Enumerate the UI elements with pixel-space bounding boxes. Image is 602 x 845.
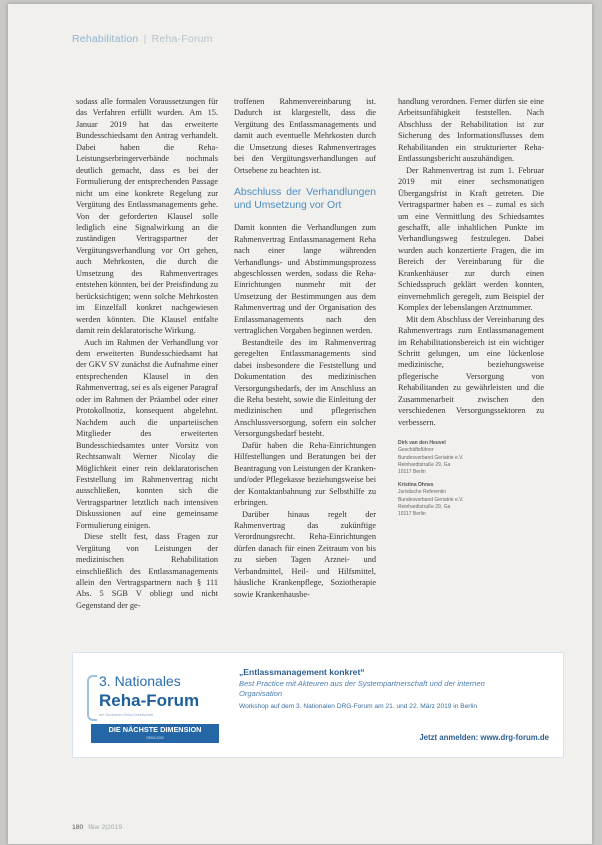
author-line: Reinhardtstraße 29, Ga bbox=[398, 461, 451, 468]
paragraph: handlung verordnen. Ferner dürfen sie eine Arbeitsunfähigkeit feststellen. Nach Abschluss der Rehabilitation ist zur Sicherung des Informationsflusses dem Rehabilitanden ein strukturierter Reha-Entlassungsbericht auszuhändigen. bbox=[398, 97, 544, 164]
section-heading: Abschluss der Verhandlungen und Umsetzung vor Ort bbox=[234, 187, 376, 212]
author-signature bbox=[398, 440, 544, 476]
banner-workshop: Workshop auf dem 3. Nationalen DRG-Forum am 21. und 22. März 2019 in Berlin bbox=[239, 703, 478, 710]
paragraph: Der Rahmenvertrag ist zum 1. Februar 2019 mit einer sechsmonatigen Übergangsfrist in Kraft getreten. Die Vertragspartner haben es – zumal es sich um eine Vermittlung des Schiedsamtes geschafft, alle inhaltlichen Punkte im Verhandlungsweg festzulegen. Dabei wurden auch konzertierte Fragen, die im Bereich der Vereinbarung für die Krankenhäuser zur durch einen Schiedsspruch geklärt werden konnten, einvernehmlich geregelt, zum Beispiel der Komplex der lebenslangen Arztnummer. bbox=[398, 165, 544, 313]
author-line: Juristische Referentin bbox=[398, 489, 447, 496]
paragraph: Mit dem Abschluss der Vereinbarung des Rahmenvertrags zum Entlassmanagement im Rehabilitationsbereich ist ein wichtiger Schritt gelungen, um eine lückenlose medizinische, beziehungsweise pflegerische Versorgung von Rehabilitanden zu gewährleisten und die Zusammenarbeit zwischen den verschiedenen Versorgungssektoren zu verbessern. bbox=[398, 314, 544, 427]
author-name: Kristina Ohnes bbox=[398, 482, 434, 489]
paragraph: sodass alle formalen Voraussetzungen für das Verfahren erfüllt wurden. Am 15. Januar 2019 hat das erweiterte Bundesschiedsamt den Antrag verhandelt. Dabei haben die Reha-Leistungserbringerverbände nochmals deutlich gemacht, dass es bei der Formulierung der entsprechenden Passage nicht um eine konkrete Regelung zur Vergütung des Entlassmanagements gehe. Von der geforderten Klausel solle lediglich eine Signalwirkung an die zuständigen Vertragspartner der Vergütungsverhandlung vor Ort gehen, auch Mehrkosten, die durch die Umsetzung des Rahmenvertrages entstehen könnten, bei der Preisfindung zu berücksichtigen; wenn solche Mehrkosten im Einzelfall konkret nachgewiesen werden könnten. Die Klausel entfalte damit rein deklaratorische Wirkung. bbox=[76, 97, 218, 336]
register-link[interactable]: Jetzt anmelden: www.drg-forum.de bbox=[419, 733, 549, 742]
subsection-label: Reha-Forum bbox=[151, 33, 213, 45]
author-line: Geschäftsführer bbox=[398, 447, 434, 454]
author-line: Bundesverband Geriatrie e.V. bbox=[398, 454, 464, 461]
logo-number: 3. Nationales bbox=[99, 673, 181, 689]
paragraph: Damit konnten die Verhandlungen zum Rahmenvertrag Entlassmanagement Reha nach einer lange währenden Verhandlungs- und Abstimmungsprozess abgeschlossen werden, sodass die Reha-Einrichtungen nunmehr mit der Umsetzung der Bestimmungen aus dem Rahmenvertrag und der Organisation des Entlassmanagements nach den vertraglichen Vorgaben beginnen werden. bbox=[234, 223, 376, 336]
author-line: 10117 Berlin bbox=[398, 468, 426, 475]
logo-slogan: DIE NÄCHSTE DIMENSION bbox=[91, 724, 219, 743]
paragraph: Diese stellt fest, dass Fragen zur Vergütung von Leistungen der medizinischen Rehabilitation einschließlich des Entlassmanagements allein den Vertragspartnern nach § 111 Abs. 5 SGB V obliegt und nicht Gegenstand der ge- bbox=[76, 532, 218, 610]
paragraph: Darüber hinaus regelt der Rahmenvertrag das zukünftige Verordnungsrecht. Reha-Einrichtungen dürfen danach für einen Zeitraum von bis zu sieben Tagen Arznei- und Verbandmittel, Heil- und Hilfsmittel, häusliche Krankenpflege, Soziotherapie sowie Krankenhausbe- bbox=[234, 509, 376, 599]
logo-tagline: der Deutschen Reha-Gesellschaft bbox=[99, 713, 153, 717]
page bbox=[8, 4, 592, 844]
banner-title: „Entlassmanagement konkret“ bbox=[239, 667, 365, 677]
issue-label: f&w 2|2019 bbox=[88, 824, 123, 831]
author-name: Dirk van den Heuvel bbox=[398, 440, 446, 447]
paragraph: troffenen Rahmenvereinbarung ist. Dadurch ist klargestellt, dass die Vergütung des Entlassmanagements und damit auch eventuelle Mehrkosten durch die Umsetzung dieses Rahmenvertrages bei den Vergütungsverhandlungen auf Ortsebene zu beachten ist. bbox=[234, 97, 376, 175]
author-line: Bundesverband Geriatrie e.V. bbox=[398, 496, 464, 503]
brace-icon bbox=[87, 675, 97, 721]
text-column-2 bbox=[234, 96, 376, 600]
banner-subtitle: Best Practice mit Akteuren aus der Systempartnerschaft und der internen Organisation bbox=[239, 679, 485, 698]
paragraph: Bestandteile des im Rahmenvertrag geregelten Entlassmanagements sind dabei insbesondere die Feststellung und Dokumentation des medizinischen Versorgungsbedarfs, der im Anschluss an die Reha besteht, sowie die Einleitung der medizinischen und pflegerischen Anschlussversorgung, sofern ein solcher Versorgungsbedarf besteht. bbox=[234, 337, 376, 439]
page-number: 180 bbox=[72, 824, 84, 831]
author-signature bbox=[398, 482, 544, 518]
page-footer bbox=[72, 824, 122, 831]
page-header bbox=[72, 33, 213, 45]
author-line: 10117 Berlin bbox=[398, 510, 426, 517]
reha-forum-logo bbox=[87, 661, 227, 749]
header-separator: | bbox=[143, 33, 147, 45]
logo-title: Reha-Forum bbox=[99, 691, 200, 710]
paragraph: Auch im Rahmen der Verhandlung vor dem erweiterten Bundesschiedsamt hat der GKV SV zunächst die Aufnahme einer entsprechenden Klausel in den Rahmenvertrag, sei es als eigener Paragraf oder im Rahmen der Präambel oder einer Protokollnotiz, konsequent abgelehnt. Nachdem auch die unparteiischen Mitglieder des erweiterten Bundesschiedsamtes unter Vorsitz von Rechtsanwalt Werner Nicolay die Möglichkeit einer rein deklaratorischen Feststellung im Rahmenvertrag nicht ausschließen, konnten sich die Vertragspartner letztlich nach intensiven Diskussionen auf eine gemeinsame Formulierung einigen. bbox=[76, 337, 218, 530]
author-line: Reinhardtstraße 29, Ga bbox=[398, 503, 451, 510]
section-label: Rehabilitation bbox=[72, 33, 139, 45]
event-banner[interactable] bbox=[72, 652, 564, 758]
text-column-1 bbox=[76, 96, 218, 611]
paragraph: Dafür haben die Reha-Einrichtungen Hilfestellungen und Beratungen bei der Beantragung von Leistungen der Kranken- und/oder Pflegekasse beziehungsweise bei der Kontaktanbahnung zur Selbsthilfe zu erbringen. bbox=[234, 440, 376, 508]
logo-sub: REHA 2030 bbox=[146, 736, 164, 740]
text-column-3 bbox=[398, 96, 544, 518]
